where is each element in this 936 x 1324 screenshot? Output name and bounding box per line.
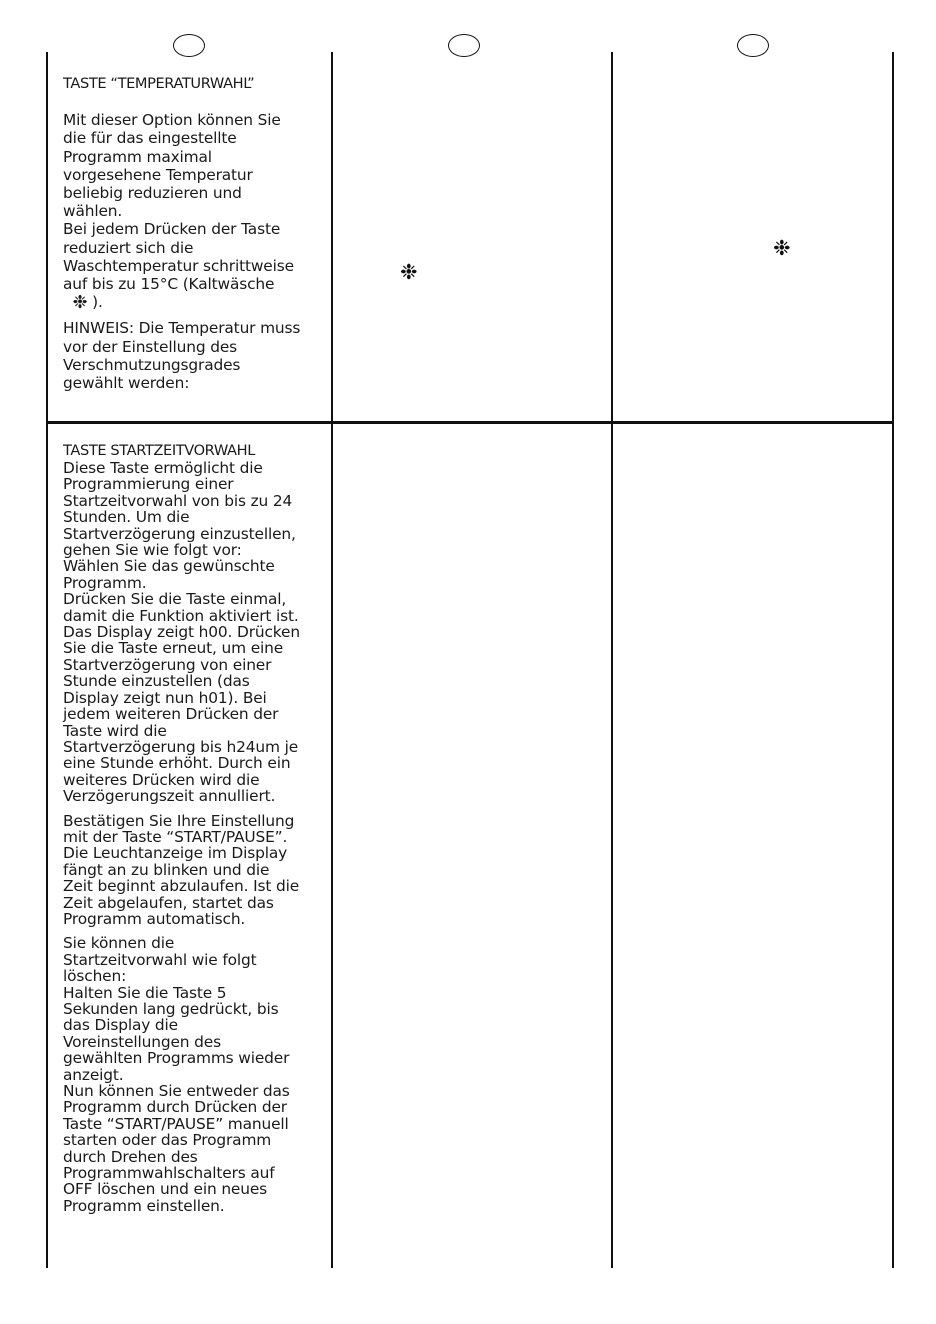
temperaturwahl-hinweis: HINWEIS: Die Temperatur muss vor der Einstellung des Verschmutzungsgrades gewählt werden: [63, 319, 301, 393]
column-divider-right [892, 52, 894, 1268]
snowflake-icon: ❉ [72, 292, 88, 314]
column-divider-left [46, 52, 48, 1268]
temperaturwahl-text-end: ). [87, 293, 103, 312]
language-marker-icon-col2 [448, 34, 480, 57]
snowflake-icon: ❉ [773, 236, 791, 260]
temperaturwahl-description [63, 111, 325, 314]
startzeitvorwahl-description: Diese Taste ermöglicht die Programmierung einer Startzeitvorwahl von bis zu 24 Stunden. Um die Startverzögerung einzustellen, gehen Sie wie folgt vor: Wählen Sie das gewünschte Programm. Drücken Sie die Taste einmal, damit die Funktion aktiviert ist. Das Display zeigt h00. Drücken Sie die Taste erneut, um eine Startverzögerung von einer Stunde einzustellen (das Display zeigt nun h01). Bei jedem weiteren Drücken der Taste wird die Startverzögerung bis h24um je eine Stunde erhöht. Durch ein weiteres Drücken wird die Verzögerungszeit annulliert. [63, 459, 300, 806]
startzeitvorwahl-cancel: Sie können die Startzeitvorwahl wie folgt löschen: Halten Sie die Taste 5 Sekunden lang gedrückt, bis das Display die Voreinstellungen des gewählten Programms wieder anzeigt. Nun können Sie entweder das Programm durch Drücken der Taste “START/PAUSE” manuell starten oder das Programm durch Drehen des Programmwahlschalters auf OFF löschen und ein neues Programm einstellen. [63, 934, 290, 1215]
snowflake-icon: ❉ [400, 260, 418, 284]
section-temperaturwahl [63, 75, 325, 392]
row-divider [47, 421, 894, 424]
startzeitvorwahl-confirm: Bestätigen Sie Ihre Einstellung mit der Taste “START/PAUSE”. Die Leuchtanzeige im Display fängt an zu blinken und die Zeit beginnt abzulaufen. Ist die Zeit abgelaufen, startet das Programm automatisch. [63, 811, 300, 928]
section-startzeitvorwahl [63, 442, 325, 1214]
language-marker-icon-col3 [737, 34, 769, 57]
column-divider-1 [331, 52, 333, 1268]
language-marker-icon-col1 [173, 34, 205, 57]
column-divider-2 [611, 52, 613, 1268]
section-heading-temperaturwahl: TASTE “TEMPERATURWAHL” [63, 75, 255, 92]
temperaturwahl-text: Mit dieser Option können Sie die für das eingestellte Programm maximal vorgesehene Temperatur beliebig reduzieren und wählen. Bei jedem Drücken der Taste reduziert sich die Waschtemperatur schrittweise auf bis zu 15°C (Kaltwäsche [63, 111, 294, 294]
section-heading-startzeitvorwahl: TASTE STARTZEITVORWAHL [63, 442, 255, 459]
